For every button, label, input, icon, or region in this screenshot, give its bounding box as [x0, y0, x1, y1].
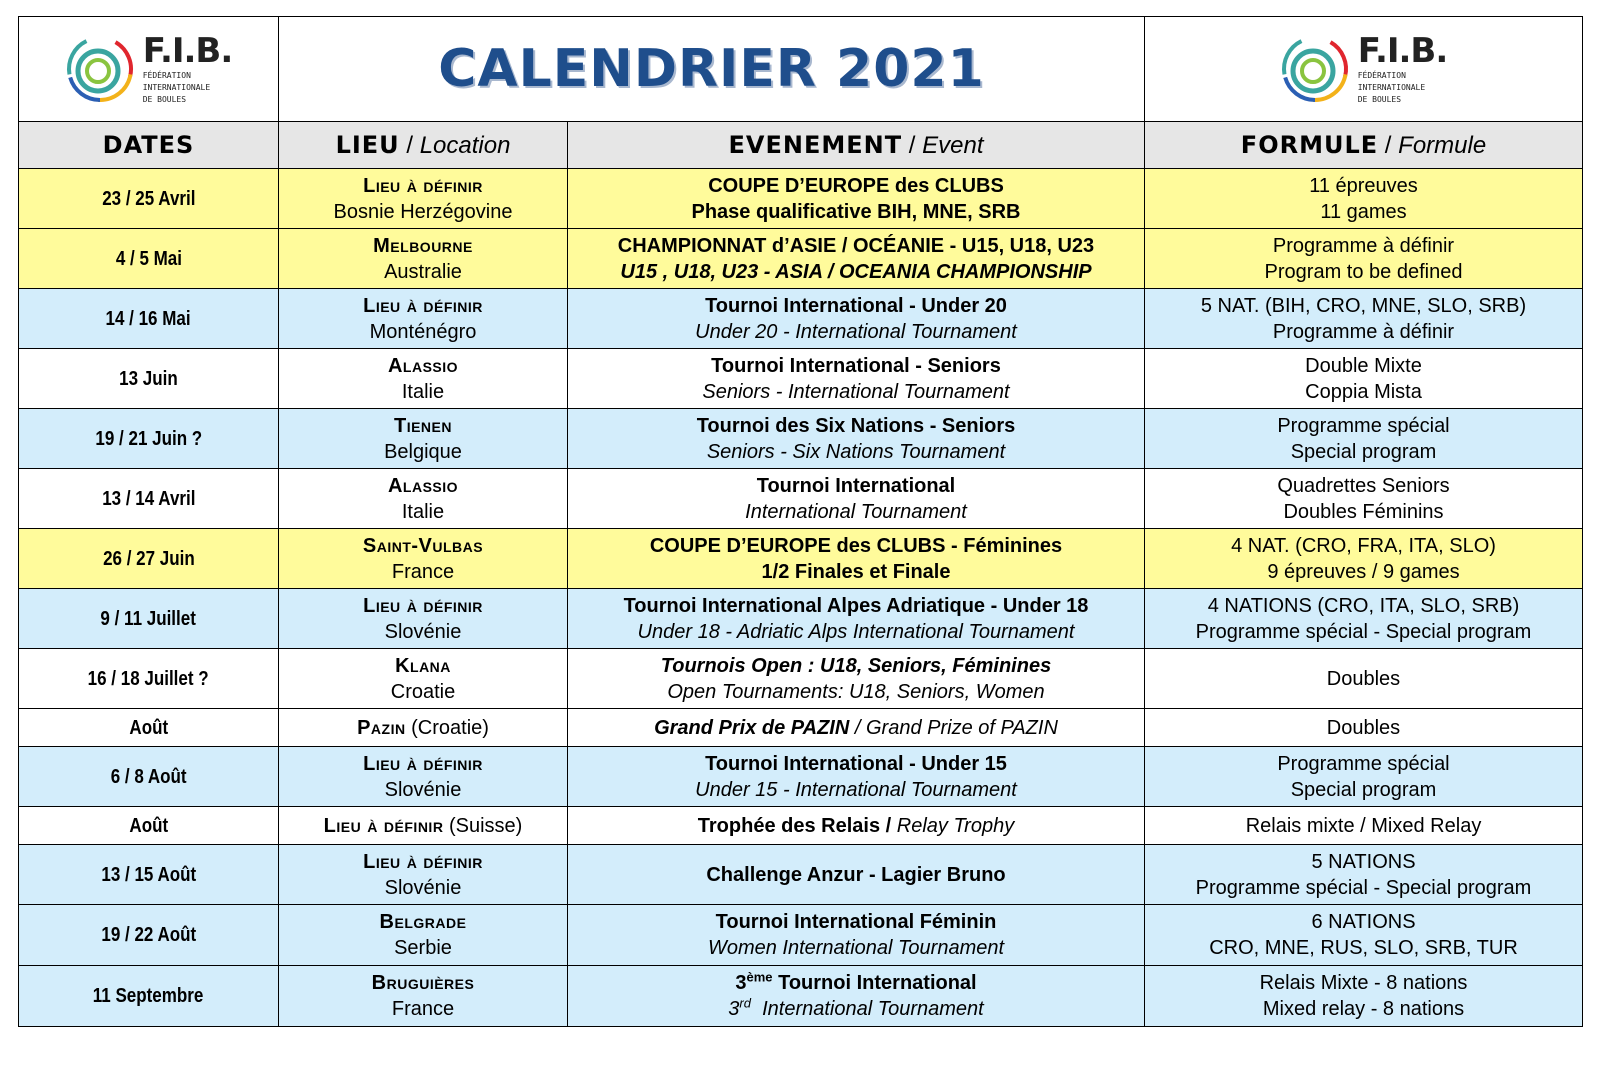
row-date: 16 / 18 Juillet ? — [19, 649, 279, 709]
row-formule: 11 épreuves 11 games — [1145, 169, 1583, 229]
row-formule: Relais Mixte - 8 nations Mixed relay - 8 nations — [1145, 966, 1583, 1027]
row-event: Tournoi International - Under 15 Under 15 - International Tournament — [568, 747, 1145, 807]
title-cell — [279, 17, 1145, 122]
row-location: Melbourne Australie — [279, 229, 568, 289]
logo-left-cell — [19, 17, 279, 122]
row-event: Tournoi International International Tournament — [568, 469, 1145, 529]
row-date: 13 / 15 Août — [19, 845, 279, 905]
fib-emblem-icon — [65, 34, 135, 104]
logo-line3: DE BOULES — [142, 95, 187, 104]
calendar-rows — [19, 169, 1583, 709]
row-date: 11 Septembre — [19, 966, 279, 1027]
row-location: Pazin (Croatie) — [279, 709, 568, 747]
logo-line1: FÉDÉRATION — [142, 71, 191, 80]
row-event: Tournoi des Six Nations - Seniors Seniors - Six Nations Tournament — [568, 409, 1145, 469]
row-event: Tournoi International Alpes Adriatique - Under 18 Under 18 - Adriatic Alps International Tournament — [568, 589, 1145, 649]
logo-right-cell — [1145, 17, 1583, 122]
row-location: Bruguières France — [279, 966, 568, 1027]
fib-logo-right — [1145, 31, 1582, 104]
row-date: 14 / 16 Mai — [19, 289, 279, 349]
logo-name: F.I.B. — [142, 31, 233, 71]
header-location: LIEU / Location — [279, 122, 568, 169]
table-row — [19, 807, 1583, 845]
row-event: COUPE D’EUROPE des CLUBS Phase qualificative BIH, MNE, SRB — [568, 169, 1145, 229]
row-formule: 6 NATIONS CRO, MNE, RUS, SLO, SRB, TUR — [1145, 905, 1583, 966]
row-date: 19 / 21 Juin ? — [19, 409, 279, 469]
fib-logo-left — [19, 31, 278, 104]
row-formule: Doubles — [1145, 709, 1583, 747]
row-date: 26 / 27 Juin — [19, 529, 279, 589]
table-row — [19, 349, 1583, 409]
page-title: CALENDRIER 2021 — [438, 39, 985, 99]
row-event: 3ème Tournoi International 3rd International Tournament — [568, 966, 1145, 1027]
row-location: Tienen Belgique — [279, 409, 568, 469]
row-location: Lieu à définir Slovénie — [279, 747, 568, 807]
row-date: 13 Juin — [19, 349, 279, 409]
header-row — [19, 122, 1583, 169]
row-location: Lieu à définir Slovénie — [279, 845, 568, 905]
logo-line2: INTERNATIONALE — [142, 83, 211, 92]
table-row — [19, 529, 1583, 589]
table-row — [19, 589, 1583, 649]
row-formule: Quadrettes Seniors Doubles Féminins — [1145, 469, 1583, 529]
row-location: Alassio Italie — [279, 469, 568, 529]
row-event: Tournois Open : U18, Seniors, Féminines Open Tournaments: U18, Seniors, Women — [568, 649, 1145, 709]
row-location: Lieu à définir Monténégro — [279, 289, 568, 349]
row-date: 4 / 5 Mai — [19, 229, 279, 289]
table-row — [19, 169, 1583, 229]
row-location: Saint-Vulbas France — [279, 529, 568, 589]
row-event: CHAMPIONNAT d’ASIE / OCÉANIE - U15, U18, U23 U15 , U18, U23 - ASIA / OCEANIA CHAMPIONSHIP — [568, 229, 1145, 289]
calendar-rows-extra — [19, 709, 1583, 1027]
row-formule: Programme spécial Special program — [1145, 747, 1583, 807]
row-event: Grand Prix de PAZIN / Grand Prize of PAZIN — [568, 709, 1145, 747]
row-formule: 4 NAT. (CRO, FRA, ITA, SLO) 9 épreuves / 9 games — [1145, 529, 1583, 589]
row-formule: Relais mixte / Mixed Relay — [1145, 807, 1583, 845]
row-date: 13 / 14 Avril — [19, 469, 279, 529]
table-row — [19, 966, 1583, 1027]
logo-name: F.I.B. — [1357, 31, 1448, 71]
row-formule: 4 NATIONS (CRO, ITA, SLO, SRB) Programme spécial - Special program — [1145, 589, 1583, 649]
row-location: Alassio Italie — [279, 349, 568, 409]
row-date: Août — [19, 807, 279, 845]
row-event: Tournoi International - Under 20 Under 20 - International Tournament — [568, 289, 1145, 349]
table-row — [19, 747, 1583, 807]
row-formule: Doubles — [1145, 649, 1583, 709]
row-date: 19 / 22 Août — [19, 905, 279, 966]
table-row — [19, 229, 1583, 289]
logo-line1: FÉDÉRATION — [1357, 71, 1406, 80]
header-event: EVENEMENT / Event — [568, 122, 1145, 169]
row-event: Challenge Anzur - Lagier Bruno — [568, 845, 1145, 905]
row-event: Tournoi International Féminin Women International Tournament — [568, 905, 1145, 966]
row-event: Tournoi International - Seniors Seniors - International Tournament — [568, 349, 1145, 409]
row-formule: 5 NATIONS Programme spécial - Special program — [1145, 845, 1583, 905]
table-row — [19, 709, 1583, 747]
row-location: Lieu à définir Slovénie — [279, 589, 568, 649]
table-row — [19, 289, 1583, 349]
row-formule: Programme spécial Special program — [1145, 409, 1583, 469]
logo-line3: DE BOULES — [1357, 95, 1402, 104]
row-event: Trophée des Relais / Relay Trophy — [568, 807, 1145, 845]
table-row — [19, 845, 1583, 905]
row-formule: 5 NAT. (BIH, CRO, MNE, SLO, SRB) Programme à définir — [1145, 289, 1583, 349]
row-date: 6 / 8 Août — [19, 747, 279, 807]
row-date: Août — [19, 709, 279, 747]
row-date: 23 / 25 Avril — [19, 169, 279, 229]
row-date: 9 / 11 Juillet — [19, 589, 279, 649]
row-event: COUPE D’EUROPE des CLUBS - Féminines 1/2 Finales et Finale — [568, 529, 1145, 589]
title-row — [19, 17, 1583, 122]
row-formule: Programme à définir Program to be defined — [1145, 229, 1583, 289]
table-row — [19, 409, 1583, 469]
header-dates: DATES — [19, 122, 279, 169]
table-row — [19, 649, 1583, 709]
row-location: Lieu à définir Bosnie Herzégovine — [279, 169, 568, 229]
calendar-table — [18, 16, 1583, 1027]
logo-line2: INTERNATIONALE — [1357, 83, 1426, 92]
row-location: Lieu à définir (Suisse) — [279, 807, 568, 845]
calendar-document — [18, 16, 1582, 1056]
header-formule: FORMULE / Formule — [1145, 122, 1583, 169]
row-formule: Double Mixte Coppia Mista — [1145, 349, 1583, 409]
table-row — [19, 905, 1583, 966]
fib-emblem-icon — [1280, 34, 1350, 104]
row-location: Belgrade Serbie — [279, 905, 568, 966]
row-location: Klana Croatie — [279, 649, 568, 709]
table-row — [19, 469, 1583, 529]
